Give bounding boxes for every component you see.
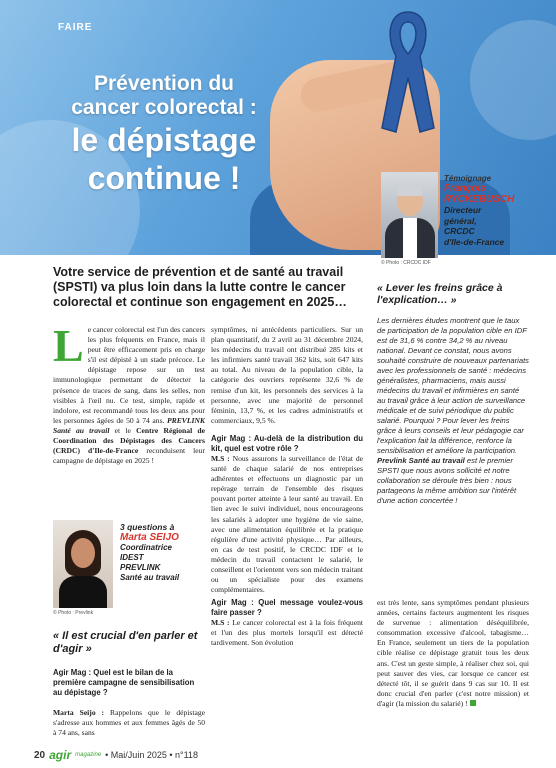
section-tag: FAIRE: [58, 22, 93, 33]
interview-question: Agir Mag : Quel est le bilan de la première campagne de sensibilisation au dépistage ?: [53, 668, 195, 697]
portrait-top: [59, 576, 107, 608]
interview-answer: [53, 708, 205, 738]
sidebar-text: [377, 316, 529, 506]
issue-info: • Mai/Juin 2025 • n°118: [105, 750, 198, 760]
testimony-label: Témoignage: [444, 174, 492, 183]
interview-portrait: [53, 520, 113, 608]
title-line-4: continue !: [87, 160, 241, 196]
body-text: est très lente, sans symptômes pendant plusieurs années, certains facteurs augmentent les risques de survenue : alimentation déséquilibrée, consommation excessive d'alcool, tabagisme… En France, seulement un tiers de la population cible réalise ce dépistage gratuit tous les deux ans. C'est un geste simple, à réaliser chez soi, qui peut sauver des vies, car lorsque ce cancer est détecté tôt, il se guérit dans 9 cas sur 10. Il est donc crucial d'en parler (c'est notre mission) et d'agir (la mission du salarié) !: [377, 598, 529, 708]
interview-label: 3 questions à: [120, 522, 175, 532]
testimony-first-name: François: [444, 183, 486, 194]
drop-cap: L: [53, 320, 84, 371]
testimony-last-name: RYCKEBUSCH: [444, 194, 515, 205]
pull-quote: « Il est crucial d'en parler et d'agir »: [53, 630, 198, 655]
org-name: Prevlink Santé au travail: [377, 456, 465, 465]
page-title: [34, 72, 294, 196]
answer-text: Rappelons que le dépistage s'adresse aux hommes et aux femmes âgés de 50 à 74 ans, sans: [53, 708, 206, 738]
magazine-logo-sub: magazine: [75, 752, 102, 758]
title-line-2: cancer colorectal :: [71, 96, 257, 119]
article-column-1: [53, 320, 205, 466]
interview-name: Marta SEIJO: [120, 532, 179, 543]
page-number: 20: [34, 749, 46, 761]
title-line-3: le dépistage: [71, 122, 257, 158]
interview-role: IDEST: [120, 553, 144, 562]
speaker-label: M.S :: [211, 453, 230, 463]
sidebar-title: « Lever les freins grâce à l'explication… »: [377, 282, 503, 306]
answer-text: Nous assurons la surveillance de l'état de santé de chaque salarié de nos entreprises adhérentes et effectuons un diagnostic par un repérage terrain de l'ensemble des risques pouvant porter atteinte à leur santé au travail. En lien avec le suivi individuel, nous encourageons les salariés à adopter une hygiène de vie saine, avec une alimentation équilibrée et la pratique régulière d'une activité physique… Par ailleurs, en cas de test positif, le CRCDC IDF et le médecin du travail contactent le salarié, le conseillent et l'orientent vers son médecin traitant ou un spécialiste pour des examens complémentaires.: [211, 453, 363, 595]
speaker-label: M.S :: [211, 618, 230, 627]
blue-ribbon-icon: [378, 8, 438, 138]
article-column-3: [211, 598, 363, 648]
article-column-4: [377, 598, 529, 709]
title-line-1: Prévention du: [93, 72, 235, 95]
interview-role: PREVLINK: [120, 563, 161, 572]
photo-credit: © Photo : CRCDC IDF: [381, 260, 431, 266]
page-footer: [34, 748, 198, 762]
interview-role: Coordinatrice: [120, 543, 173, 552]
body-text: symptômes, ni antécédents particuliers. Sur un plan quantitatif, du 2 avril au 31 décembre 2024, les médecins du travail ont distribué 285 kits et les infirmiers santé travail 362 kits, soit 647 kits au total. Au niveau de la population cible, la catégorie des ouvriers représente 32,6 % de remise d'un kit, les personnels des services à la personne, avec une majorité de personnel féminin, 13,7 %, et les cadres administratifs et commerciaux, 9,5 %.: [211, 325, 363, 425]
interview-caption: [120, 522, 210, 583]
body-text: et le: [114, 425, 131, 435]
interview-question: Agir Mag : Au-delà de la distribution du kit, quel est votre rôle ?: [211, 433, 363, 453]
bokeh-circle: [470, 20, 556, 140]
org-name: PREVLINK Santé au travail: [53, 415, 205, 435]
photo-credit: © Photo : Prevlink: [53, 610, 94, 616]
article-column-2: [211, 325, 363, 595]
interview-role: Santé au travail: [120, 573, 180, 582]
interview-question: Agir Mag : Quel message voulez-vous faire passer ?: [211, 598, 363, 617]
sidebar-body: est le premier SPSTI que nous avons sollicité et notre collaboration se déroule très bien : nous partageons la même ambition sur l'intérêt d'une action concertée !: [377, 456, 517, 505]
body-text: reconduisent leur campagne de dépistage en 2025 !: [53, 446, 205, 466]
testimony-role: d'Ile-de-France: [444, 236, 505, 247]
org-name: Centre Régional de Coordination des Dépistages des Cancers (CRDC) d'Ile-de-France: [53, 425, 205, 456]
portrait-hair: [397, 184, 423, 196]
portrait-shirt: [403, 218, 417, 258]
testimony-portrait: [381, 172, 438, 258]
sidebar-testimony: [377, 282, 529, 506]
testimony-role: Directeur: [444, 205, 482, 215]
article-lead: Votre service de prévention et de santé au travail (SPSTI) va plus loin dans la lutte contre le cancer colorectal et continue son engagement en 2025…: [53, 265, 347, 309]
body-text: e cancer colorectal est l'un des cancers les plus fréquents en France, mais il peut être efficacement pris en charge s'il est dépisté à un stade précoce. Le dépistage repose sur un test immunologique permettant de détecter la présence de traces de sang, dans les selles, non visibles à l'œil nu. Ce test, simple, rapide et indolore, est recommandé tous les deux ans pour les personnes âgées de 50 à 74 ans.: [53, 325, 205, 425]
answer-text: Le cancer colorectal est à la fois fréquent et l'un des plus mortels lorsqu'il est détecté tardivement. Son évolution: [211, 618, 364, 648]
testimony-role: CRCDC: [444, 226, 475, 236]
end-mark-icon: [470, 700, 476, 706]
testimony-caption: [444, 174, 554, 247]
speaker-label: Marta Seijo :: [53, 708, 105, 717]
portrait-face: [71, 538, 95, 568]
testimony-role: général,: [444, 215, 477, 226]
sidebar-body: Les dernières études montrent que le taux de participation de la population cible en IDF est de 31,6 % contre 34,2 % au niveau national. Devant ce constat, nous avons souhaité construire de nouveaux partenariats avec les professionnels de santé : médecins généralistes, pharmaciens, mais aussi médecins du travail et infirmières en santé au travail grâce à leur action de surveillance médicale et de suivi périodique du public salarié. Pourquoi ? Pour lever les freins grâce à leurs conseils et leur pédagogie car l'explication fait la différence, renforce la sensibilisation et améliore la participation.: [377, 316, 529, 455]
magazine-logo: agir: [49, 748, 72, 762]
